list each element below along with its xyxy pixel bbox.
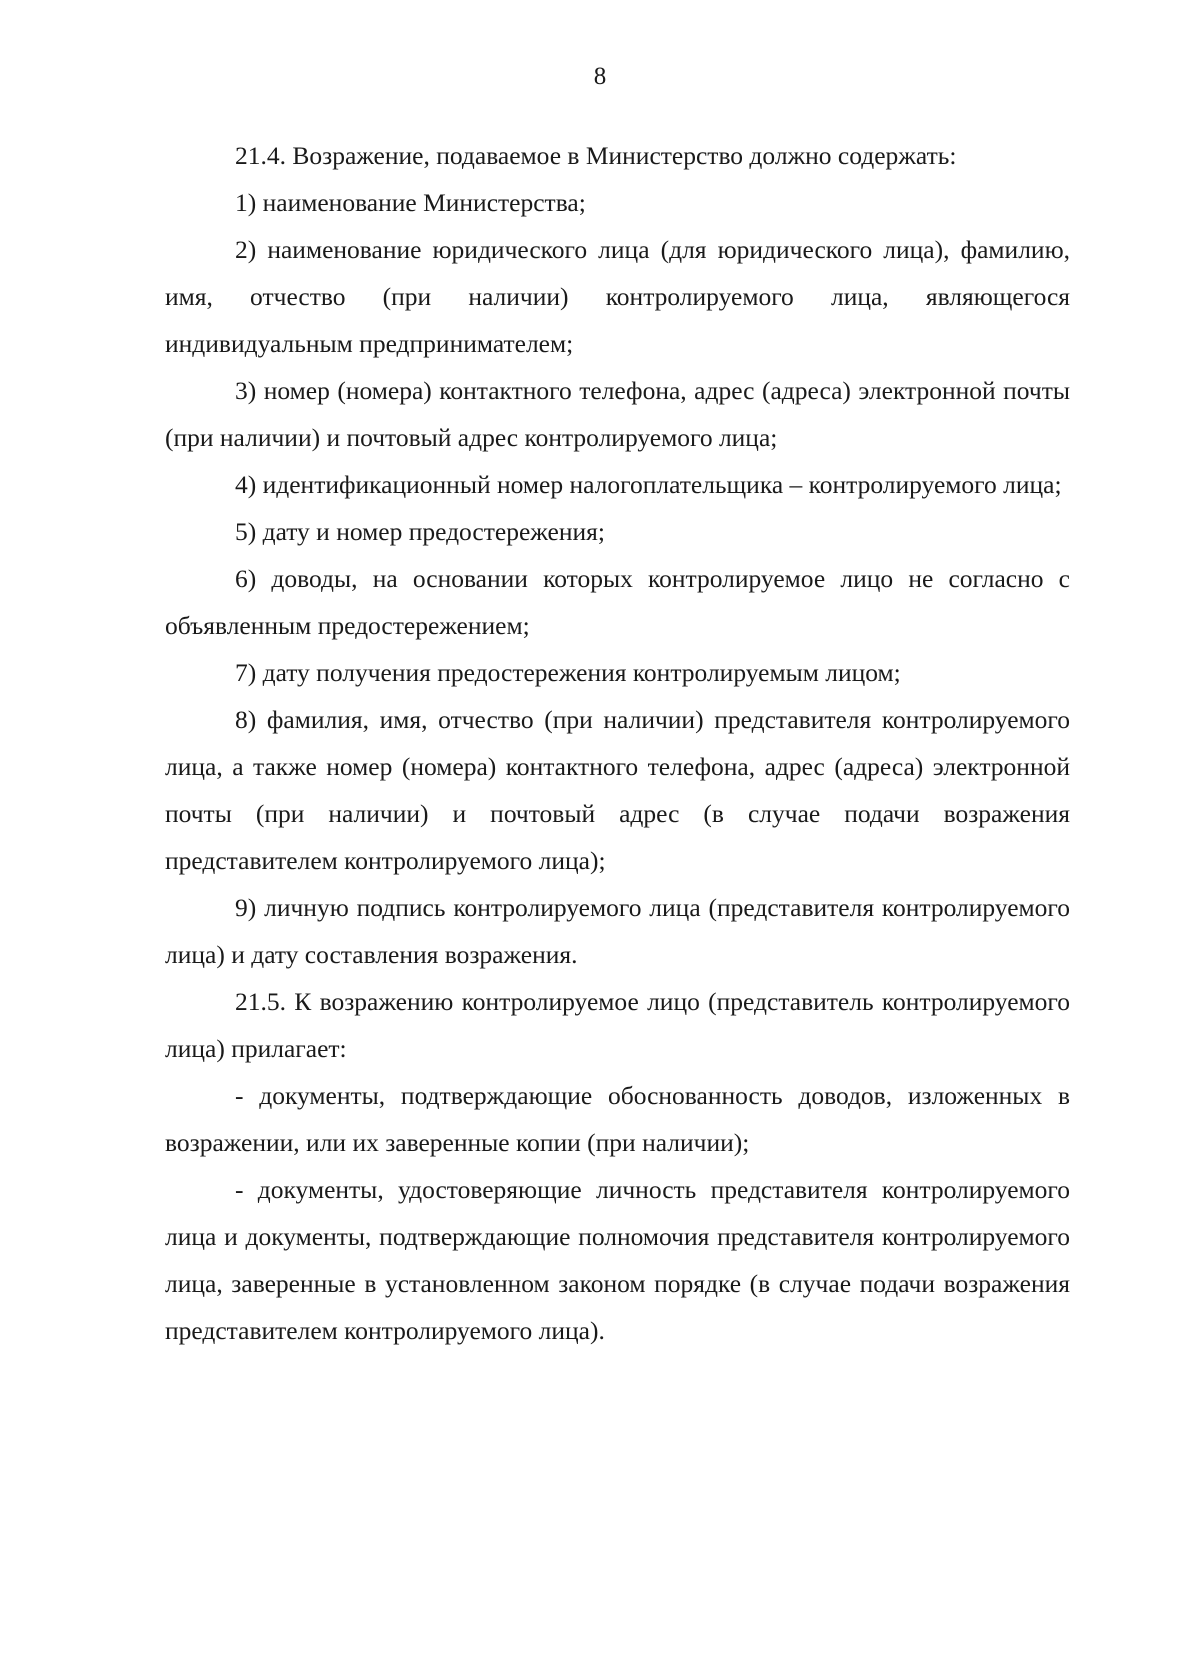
list-item-8: 8) фамилия, имя, отчество (при наличии) представителя контролируемого лица, а также номер (номера) контактного телефона, адрес (адреса) электронной почты (при наличии) и почтовый адрес (в случае подачи возражения представителем контролируемого лица);: [165, 705, 1070, 875]
list-item-2: 2) наименование юридического лица (для юридического лица), фамилию, имя, отчество (при наличии) контролируемого лица, являющегося индивидуальным предпринимателем;: [165, 235, 1070, 358]
list-item-4: 4) идентификационный номер налогоплательщика – контролируемого лица;: [235, 470, 1062, 499]
paragraph-21-5: 21.5. К возражению контролируемое лицо (представитель контролируемого лица) прилагает:: [165, 987, 1070, 1063]
list-item-6: 6) доводы, на основании которых контролируемое лицо не согласно с объявленным предостережением;: [165, 564, 1070, 640]
list-item-1: 1) наименование Министерства;: [235, 188, 586, 217]
list-item-9: 9) личную подпись контролируемого лица (представителя контролируемого лица) и дату составления возражения.: [165, 893, 1070, 969]
list-item-7: 7) дату получения предостережения контролируемым лицом;: [235, 658, 901, 687]
dash-item-1: - документы, подтверждающие обоснованность доводов, изложенных в возражении, или их заверенные копии (при наличии);: [165, 1081, 1070, 1157]
document-body: [165, 132, 1070, 1354]
dash-item-2: - документы, удостоверяющие личность представителя контролируемого лица и документы, подтверждающие полномочия представителя контролируемого лица, заверенные в установленном законом порядке (в случае подачи возражения представителем контролируемого лица).: [165, 1175, 1070, 1345]
list-item-5: 5) дату и номер предостережения;: [235, 517, 605, 546]
paragraph-21-4: 21.4. Возражение, подаваемое в Министерство должно содержать:: [235, 141, 957, 170]
list-item-3: 3) номер (номера) контактного телефона, адрес (адреса) электронной почты (при наличии) и почтовый адрес контролируемого лица;: [165, 376, 1070, 452]
page-number: 8: [593, 63, 607, 90]
